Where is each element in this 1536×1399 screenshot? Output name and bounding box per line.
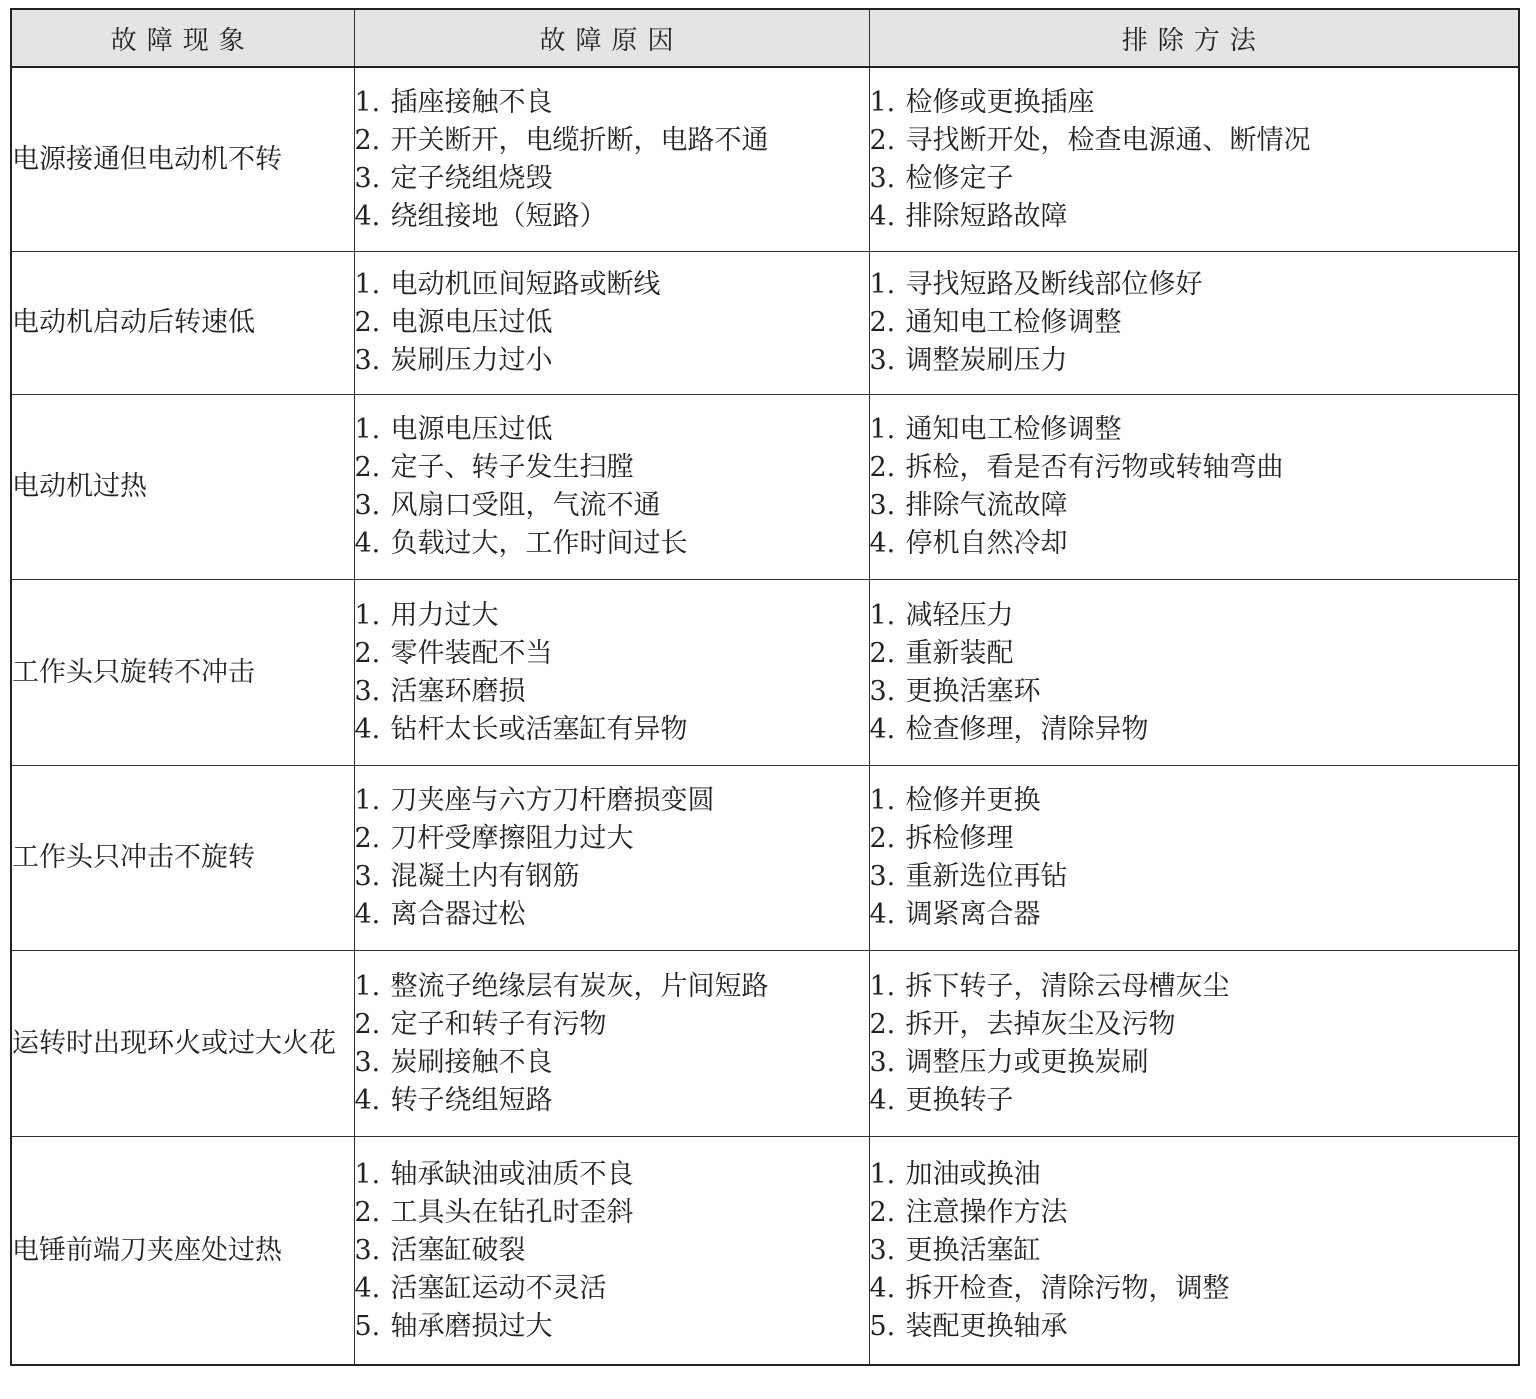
- item-text: 停机自然冷却: [905, 528, 1068, 559]
- remedy-cell: [869, 766, 1519, 951]
- item-text: 插座接触不良: [390, 86, 553, 118]
- cause-cell-list: [355, 597, 869, 749]
- symptom-cell: 电源接通但电动机不转: [11, 67, 354, 252]
- item-number: 1.: [869, 269, 896, 300]
- table-row: [11, 766, 1519, 951]
- item-number: 3.: [354, 1234, 381, 1266]
- item-text: 零件装配不当: [390, 637, 553, 669]
- remedy-item: [870, 635, 1519, 673]
- item-text: 调整炭刷压力: [905, 345, 1068, 376]
- cause-cell: [354, 1137, 869, 1366]
- cause-item: [355, 820, 869, 858]
- header-symptom: 故障现象: [11, 9, 354, 67]
- item-text: 炭刷接触不良: [390, 1046, 553, 1078]
- item-number: 4.: [354, 713, 381, 745]
- remedy-cell: [869, 252, 1519, 395]
- remedy-item: [870, 673, 1519, 711]
- cause-item: [355, 266, 869, 304]
- item-text: 活塞环磨损: [390, 675, 526, 707]
- item-number: 5.: [354, 1310, 381, 1342]
- table-row: [11, 252, 1519, 395]
- item-number: 1.: [354, 785, 381, 816]
- cause-item: [355, 1044, 869, 1082]
- item-number: 4.: [869, 1272, 896, 1304]
- item-text: 电源电压过低: [390, 414, 553, 445]
- cause-item: [355, 1156, 869, 1194]
- item-number: 3.: [869, 861, 896, 892]
- remedy-cell: [869, 951, 1519, 1137]
- item-number: 3.: [869, 1046, 896, 1078]
- item-text: 轴承缺油或油质不良: [390, 1158, 634, 1190]
- cause-item: [355, 1006, 869, 1044]
- item-text: 调整压力或更换炭刷: [905, 1046, 1149, 1078]
- remedy-item: [870, 597, 1519, 635]
- cause-item: [355, 1232, 869, 1270]
- item-text: 用力过大: [390, 599, 499, 631]
- item-text: 排除气流故障: [905, 490, 1068, 521]
- remedy-cell: [869, 1137, 1519, 1366]
- cause-cell: [354, 580, 869, 766]
- item-number: 2.: [869, 452, 896, 483]
- cause-item: [355, 304, 869, 342]
- item-text: 拆下转子，清除云母槽灰尘: [905, 970, 1230, 1002]
- item-number: 3.: [869, 345, 896, 376]
- item-text: 检修并更换: [905, 785, 1041, 816]
- remedy-item: [870, 968, 1519, 1006]
- item-text: 负载过大，工作时间过长: [390, 528, 688, 559]
- item-number: 4.: [869, 200, 896, 232]
- cause-cell-list: [355, 411, 869, 563]
- table-row: [11, 395, 1519, 580]
- item-number: 2.: [354, 823, 381, 854]
- item-number: 1.: [869, 785, 896, 816]
- item-text: 混凝土内有钢筋: [390, 861, 580, 892]
- item-text: 定子、转子发生扫膛: [390, 452, 634, 483]
- cause-cell: [354, 67, 869, 252]
- item-number: 4.: [354, 200, 381, 232]
- cause-item: [355, 1270, 869, 1308]
- item-number: 1.: [869, 1158, 896, 1190]
- item-text: 拆开，去掉灰尘及污物: [905, 1008, 1176, 1040]
- item-text: 活塞缸运动不灵活: [390, 1272, 607, 1304]
- remedy-item: [870, 1156, 1519, 1194]
- remedy-item: [870, 525, 1519, 563]
- item-text: 更换转子: [905, 1084, 1014, 1116]
- table-row: [11, 67, 1519, 252]
- remedy-item: [870, 711, 1519, 749]
- cause-item: [355, 1194, 869, 1232]
- item-number: 4.: [869, 528, 896, 559]
- item-number: 2.: [869, 1008, 896, 1040]
- item-number: 4.: [354, 528, 381, 559]
- item-number: 2.: [354, 307, 381, 338]
- item-number: 2.: [869, 307, 896, 338]
- item-text: 转子绕组短路: [390, 1084, 553, 1116]
- item-number: 3.: [354, 162, 381, 194]
- remedy-item: [870, 304, 1519, 342]
- item-text: 更换活塞缸: [905, 1234, 1041, 1266]
- item-number: 4.: [869, 1084, 896, 1116]
- item-number: 3.: [354, 345, 381, 376]
- item-number: 2.: [869, 1196, 896, 1228]
- item-text: 寻找短路及断线部位修好: [905, 269, 1203, 300]
- cause-cell: [354, 252, 869, 395]
- table-row: [11, 580, 1519, 766]
- item-text: 定子和转子有污物: [390, 1008, 607, 1040]
- table-header: [11, 9, 1519, 67]
- remedy-cell-list: [870, 84, 1519, 236]
- table-row: [11, 951, 1519, 1137]
- item-number: 1.: [869, 86, 896, 118]
- table-body: [11, 67, 1519, 1365]
- cause-item: [355, 198, 869, 236]
- item-number: 2.: [869, 637, 896, 669]
- item-number: 1.: [869, 970, 896, 1002]
- item-number: 1.: [869, 599, 896, 631]
- remedy-cell-list: [870, 266, 1519, 380]
- item-text: 刀夹座与六方刀杆磨损变圆: [390, 785, 715, 816]
- item-number: 4.: [354, 1084, 381, 1116]
- cause-item: [355, 858, 869, 896]
- item-number: 4.: [869, 713, 896, 745]
- cause-item: [355, 342, 869, 380]
- fault-troubleshooting-table: [10, 8, 1520, 1366]
- item-text: 检修或更换插座: [905, 86, 1095, 118]
- cause-item: [355, 711, 869, 749]
- cause-cell-list: [355, 782, 869, 934]
- item-number: 2.: [354, 124, 381, 156]
- cause-item: [355, 597, 869, 635]
- cause-item: [355, 411, 869, 449]
- item-number: 2.: [354, 1196, 381, 1228]
- remedy-item: [870, 858, 1519, 896]
- item-text: 排除短路故障: [905, 200, 1068, 232]
- item-number: 1.: [354, 970, 381, 1002]
- item-text: 拆检，看是否有污物或转轴弯曲: [905, 452, 1284, 483]
- cause-cell-list: [355, 1156, 869, 1346]
- remedy-item: [870, 411, 1519, 449]
- item-text: 调紧离合器: [905, 899, 1041, 930]
- remedy-item: [870, 1270, 1519, 1308]
- remedy-cell: [869, 580, 1519, 766]
- remedy-item: [870, 449, 1519, 487]
- symptom-cell: 电动机启动后转速低: [11, 252, 354, 395]
- cause-cell: [354, 951, 869, 1137]
- symptom-cell: 工作头只旋转不冲击: [11, 580, 354, 766]
- item-text: 电动机匝间短路或断线: [390, 269, 661, 300]
- remedy-cell-list: [870, 411, 1519, 563]
- remedy-item: [870, 1194, 1519, 1232]
- symptom-cell: 电动机过热: [11, 395, 354, 580]
- item-number: 3.: [869, 490, 896, 521]
- remedy-cell: [869, 395, 1519, 580]
- cause-item: [355, 1082, 869, 1120]
- cause-item: [355, 160, 869, 198]
- item-text: 检修定子: [905, 162, 1014, 194]
- remedy-item: [870, 84, 1519, 122]
- remedy-item: [870, 820, 1519, 858]
- item-number: 2.: [354, 637, 381, 669]
- cause-item: [355, 673, 869, 711]
- cause-cell-list: [355, 266, 869, 380]
- symptom-cell: 电锤前端刀夹座处过热: [11, 1137, 354, 1366]
- item-number: 5.: [869, 1310, 896, 1342]
- table-row: [11, 1137, 1519, 1366]
- remedy-cell-list: [870, 968, 1519, 1120]
- remedy-item: [870, 266, 1519, 304]
- item-number: 2.: [869, 823, 896, 854]
- item-number: 2.: [354, 1008, 381, 1040]
- cause-item: [355, 782, 869, 820]
- item-text: 电源电压过低: [390, 307, 553, 338]
- item-number: 4.: [869, 899, 896, 930]
- remedy-item: [870, 122, 1519, 160]
- symptom-cell: 运转时出现环火或过大火花: [11, 951, 354, 1137]
- remedy-cell-list: [870, 782, 1519, 934]
- cause-cell: [354, 766, 869, 951]
- item-number: 2.: [869, 124, 896, 156]
- remedy-cell: [869, 67, 1519, 252]
- item-text: 拆开检查，清除污物，调整: [905, 1272, 1230, 1304]
- item-text: 拆检修理: [905, 823, 1014, 854]
- header-cause: 故障原因: [354, 9, 869, 67]
- item-text: 开关断开，电缆折断，电路不通: [390, 124, 769, 156]
- remedy-item: [870, 896, 1519, 934]
- cause-cell-list: [355, 968, 869, 1120]
- item-text: 更换活塞环: [905, 675, 1041, 707]
- cause-item: [355, 122, 869, 160]
- remedy-item: [870, 1006, 1519, 1044]
- item-text: 减轻压力: [905, 599, 1014, 631]
- remedy-item: [870, 160, 1519, 198]
- item-number: 3.: [354, 1046, 381, 1078]
- item-number: 1.: [354, 86, 381, 118]
- cause-item: [355, 1308, 869, 1346]
- item-text: 整流子绝缘层有炭灰，片间短路: [390, 970, 769, 1002]
- item-text: 通知电工检修调整: [905, 414, 1122, 445]
- item-number: 2.: [354, 452, 381, 483]
- cause-item: [355, 525, 869, 563]
- remedy-item: [870, 487, 1519, 525]
- item-number: 3.: [354, 675, 381, 707]
- item-text: 寻找断开处，检查电源通、断情况: [905, 124, 1311, 156]
- item-text: 轴承磨损过大: [390, 1310, 553, 1342]
- item-text: 重新选位再钻: [905, 861, 1068, 892]
- symptom-cell: 工作头只冲击不旋转: [11, 766, 354, 951]
- item-number: 3.: [869, 675, 896, 707]
- item-number: 4.: [354, 1272, 381, 1304]
- item-number: 1.: [869, 414, 896, 445]
- item-text: 绕组接地（短路）: [390, 200, 607, 232]
- remedy-item: [870, 342, 1519, 380]
- item-text: 钻杆太长或活塞缸有异物: [390, 713, 688, 745]
- item-text: 活塞缸破裂: [390, 1234, 526, 1266]
- item-text: 加油或换油: [905, 1158, 1041, 1190]
- remedy-item: [870, 1232, 1519, 1270]
- item-number: 1.: [354, 414, 381, 445]
- item-number: 3.: [869, 1234, 896, 1266]
- cause-item: [355, 896, 869, 934]
- remedy-item: [870, 1044, 1519, 1082]
- remedy-item: [870, 782, 1519, 820]
- remedy-cell-list: [870, 1156, 1519, 1346]
- header-row: [11, 9, 1519, 67]
- item-number: 3.: [869, 162, 896, 194]
- item-number: 1.: [354, 1158, 381, 1190]
- header-remedy: 排除方法: [869, 9, 1519, 67]
- item-text: 重新装配: [905, 637, 1014, 669]
- remedy-item: [870, 198, 1519, 236]
- item-text: 刀杆受摩擦阻力过大: [390, 823, 634, 854]
- item-text: 检查修理，清除异物: [905, 713, 1149, 745]
- item-text: 注意操作方法: [905, 1196, 1068, 1228]
- item-number: 1.: [354, 269, 381, 300]
- item-number: 4.: [354, 899, 381, 930]
- item-number: 3.: [354, 490, 381, 521]
- cause-item: [355, 84, 869, 122]
- item-text: 定子绕组烧毁: [390, 162, 553, 194]
- item-text: 通知电工检修调整: [905, 307, 1122, 338]
- cause-item: [355, 968, 869, 1006]
- item-number: 1.: [354, 599, 381, 631]
- item-text: 炭刷压力过小: [390, 345, 553, 376]
- remedy-cell-list: [870, 597, 1519, 749]
- cause-cell-list: [355, 84, 869, 236]
- item-text: 离合器过松: [390, 899, 526, 930]
- cause-item: [355, 635, 869, 673]
- item-text: 风扇口受阻，气流不通: [390, 490, 661, 521]
- remedy-item: [870, 1308, 1519, 1346]
- item-text: 工具头在钻孔时歪斜: [390, 1196, 634, 1228]
- cause-item: [355, 487, 869, 525]
- item-number: 3.: [354, 861, 381, 892]
- remedy-item: [870, 1082, 1519, 1120]
- cause-item: [355, 449, 869, 487]
- item-text: 装配更换轴承: [905, 1310, 1068, 1342]
- cause-cell: [354, 395, 869, 580]
